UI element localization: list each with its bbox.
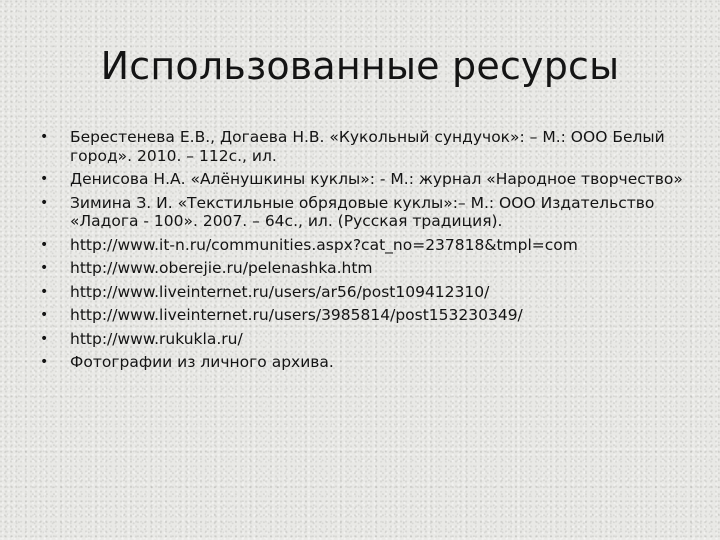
resource-item bbox=[40, 194, 690, 231]
resource-item bbox=[40, 306, 690, 325]
bullet-icon: • bbox=[40, 330, 49, 347]
resource-text: Фотографии из личного архива. bbox=[70, 353, 334, 371]
bullet-icon: • bbox=[40, 283, 49, 300]
resource-text: Зимина З. И. «Текстильные обрядовые куклы»:– М.: ООО Издательство «Ладога - 100». 2007. – 64с., ил. (Русская традиция). bbox=[70, 193, 655, 230]
resource-item bbox=[40, 170, 690, 189]
resource-list bbox=[40, 128, 690, 377]
resource-text: Денисова Н.А. «Алёнушкины куклы»: - М.: журнал «Народное творчество» bbox=[70, 170, 683, 188]
bullet-icon: • bbox=[40, 129, 49, 145]
slide-title: Использованные ресурсы bbox=[100, 44, 620, 88]
resource-item bbox=[40, 259, 690, 278]
resource-item bbox=[40, 330, 690, 349]
resource-item bbox=[40, 236, 690, 255]
resource-url: http://www.liveinternet.ru/users/3985814/post153230349/ bbox=[70, 306, 523, 324]
bullet-icon: • bbox=[40, 260, 49, 276]
resource-item bbox=[40, 283, 690, 302]
bullet-icon: • bbox=[40, 307, 49, 323]
resource-url: http://www.oberejie.ru/pelenashka.htm bbox=[70, 259, 373, 277]
resource-url: http://www.liveinternet.ru/users/ar56/post109412310/ bbox=[70, 282, 490, 301]
bullet-icon: • bbox=[40, 194, 49, 211]
resource-item bbox=[40, 353, 690, 372]
resource-url: http://www.rukukla.ru/ bbox=[70, 329, 243, 348]
resource-url: http://www.it-n.ru/communities.aspx?cat_no=237818&tmpl=com bbox=[70, 235, 578, 254]
resource-item bbox=[40, 128, 690, 165]
bullet-icon: • bbox=[40, 171, 49, 187]
bullet-icon: • bbox=[40, 236, 49, 253]
bullet-icon: • bbox=[40, 354, 49, 370]
resource-text: Берестенева Е.В., Догаева Н.В. «Кукольный сундучок»: – М.: ООО Белый город». 2010. – 112с., ил. bbox=[70, 128, 665, 165]
